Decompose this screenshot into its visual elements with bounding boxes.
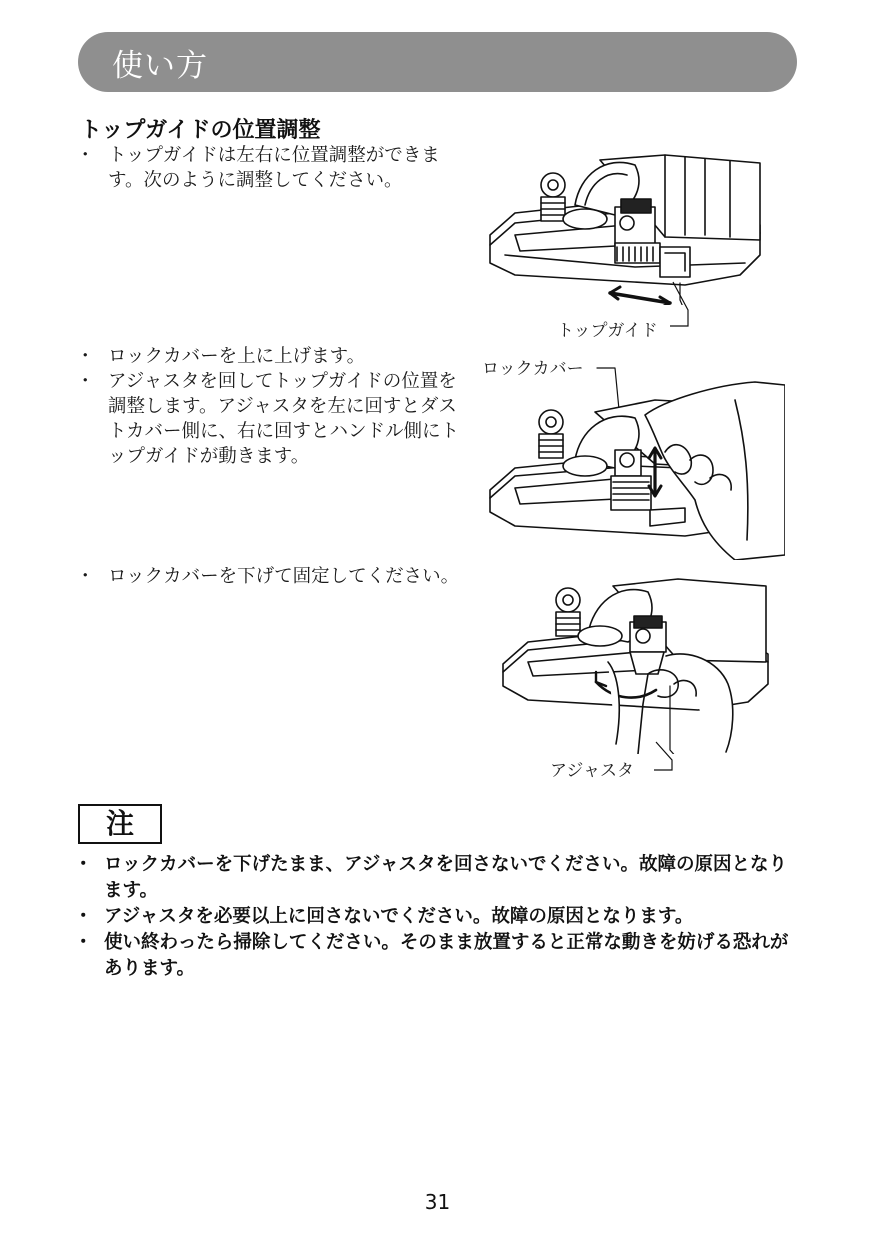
step-2-item-1: ・ ロックカバーを上に上げます。	[80, 344, 465, 369]
note-item-1: ・ ロックカバーを下げたまま、アジャスタを回さないでください。故障の原因となります。	[80, 852, 800, 904]
note-item-2: ・ アジャスタを必要以上に回さないでください。故障の原因となります。	[80, 904, 800, 930]
step-2-text	[80, 344, 465, 469]
section-title: トップガイドの位置調整	[80, 118, 321, 143]
step-2-item-2: ・ アジャスタを回してトップガイドの位置を調整します。アジャスタを左に回すとダストカバー側に、右に回すとハンドル側にトップガイドが動きます。	[80, 369, 465, 469]
step-3-text	[80, 564, 465, 589]
callout-top-guide-leader	[668, 280, 698, 330]
figure-lock-cover-illustration	[485, 360, 785, 560]
step-3-item-1: ・ ロックカバーを下げて固定してください。	[80, 564, 465, 589]
page-title: 使い方	[112, 48, 208, 84]
step-1-item-1: ・ トップガイドは左右に位置調整ができます。次のように調整してください。	[80, 143, 465, 193]
callout-adjuster-leader	[650, 740, 680, 780]
note-heading-box	[78, 804, 162, 844]
figure-adjuster-illustration	[498, 574, 773, 754]
callout-adjuster: アジャスタ	[550, 761, 634, 781]
callout-top-guide: トップガイド	[557, 321, 658, 341]
note-item-3: ・ 使い終わったら掃除してください。そのまま放置すると正常な動きを妨げる恐れがあります。	[80, 930, 800, 982]
note-heading: 注	[105, 807, 134, 840]
step-1-text	[80, 143, 465, 193]
note-list	[80, 852, 800, 982]
page-number: 31	[424, 1190, 451, 1214]
callout-lock-cover: ロックカバー	[482, 359, 584, 379]
section-header-bar	[78, 32, 797, 92]
figure-top-guide-illustration	[485, 145, 770, 305]
